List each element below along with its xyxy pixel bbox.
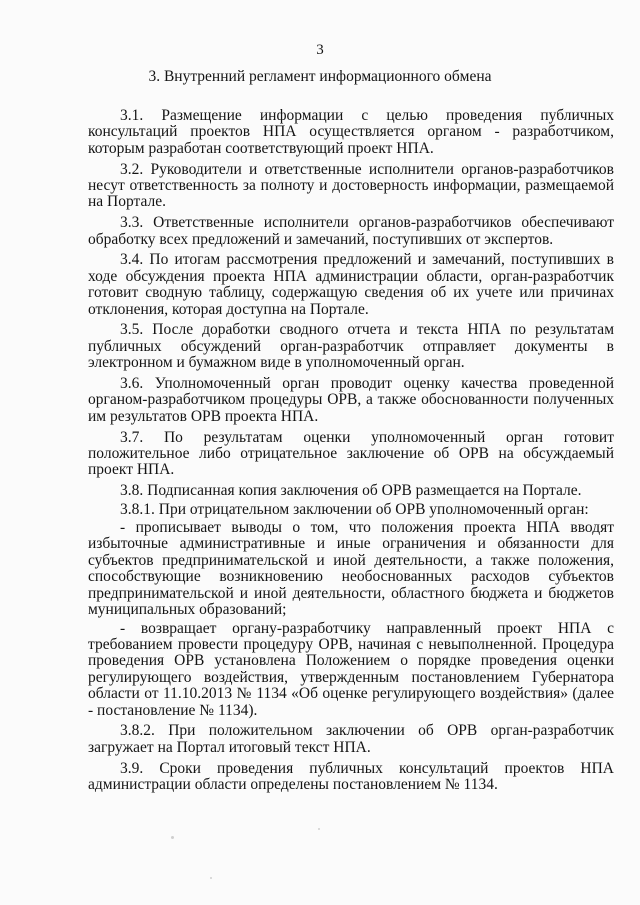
list-item-return-project: - возвращает органу-разработчику направленный проект НПА с требованием провести процедуру ОРВ, начиная с невыполненной. Процедура проведения ОРВ установлена Положением о порядке проведения оценки регулирующего воздействия, утвержденным постановлением Губернатора области от 11.10.2013 № 1134 «Об оценке регулирующего воздействия» (далее - постановление № 1134). bbox=[88, 619, 614, 719]
paragraph-3-2: 3.2. Руководители и ответственные исполнители органов-разработчиков несут ответственность за полноту и достоверность информации, размещаемой на Портале. bbox=[88, 160, 614, 211]
paragraph-3-4: 3.4. По итогам рассмотрения предложений и замечаний, поступивших в ходе обсуждения проекта НПА администрации области, орган-разработчик готовит сводную таблицу, содержащую сведения об их учете или причинах отклонения, которая доступна на Портале. bbox=[88, 251, 614, 318]
list-item-conclusions: - прописывает выводы о том, что положения проекта НПА вводят избыточные административные и иные ограничения и обязанности для субъектов предпринимательской и иной деятельности, а также положения, способствующие возникновению необоснованных расходов субъектов предпринимательской и иной деятельности, областного бюджета и бюджетов муниципальных образований; bbox=[88, 519, 614, 619]
paragraph-3-8-2: 3.8.2. При положительном заключении об ОРВ орган-разработчик загружает на Портал итоговый текст НПА. bbox=[88, 722, 614, 756]
paragraph-3-3: 3.3. Ответственные исполнители органов-разработчиков обеспечивают обработку всех предложений и замечаний, поступивших от экспертов. bbox=[88, 214, 614, 248]
scan-speck bbox=[171, 836, 174, 839]
section-title: 3. Внутренний регламент информационного обмена bbox=[148, 68, 492, 85]
paragraph-3-9: 3.9. Сроки проведения публичных консультаций проектов НПА администрации области определены постановлением № 1134. bbox=[88, 759, 614, 793]
paragraph-3-6: 3.6. Уполномоченный орган проводит оценку качества проведенной органом-разработчиком процедуры ОРВ, а также обоснованности полученных им результатов ОРВ проекта НПА. bbox=[88, 375, 614, 425]
page-number: 3 bbox=[316, 42, 324, 58]
scan-speck bbox=[318, 828, 320, 830]
paragraph-3-1: 3.1. Размещение информации с целью проведения публичных консультаций проектов НПА осуществляется органом - разработчиком, которым разработан соответствующий проект НПА. bbox=[88, 107, 614, 157]
document-body bbox=[88, 108, 614, 798]
paragraph-3-8-1: 3.8.1. При отрицательном заключении об ОРВ уполномоченный орган: bbox=[120, 500, 589, 518]
scan-speck bbox=[210, 877, 212, 879]
paragraph-3-5: 3.5. После доработки сводного отчета и текста НПА по результатам публичных обсуждений орган-разработчик отправляет документы в электронном и бумажном виде в уполномоченный орган. bbox=[88, 321, 614, 372]
paragraph-3-8: 3.8. Подписанная копия заключения об ОРВ размещается на Портале. bbox=[120, 482, 582, 500]
paragraph-3-7: 3.7. По результатам оценки уполномоченный орган готовит положительное либо отрицательное заключение об ОРВ на обсуждаемый проект НПА. bbox=[88, 428, 614, 479]
